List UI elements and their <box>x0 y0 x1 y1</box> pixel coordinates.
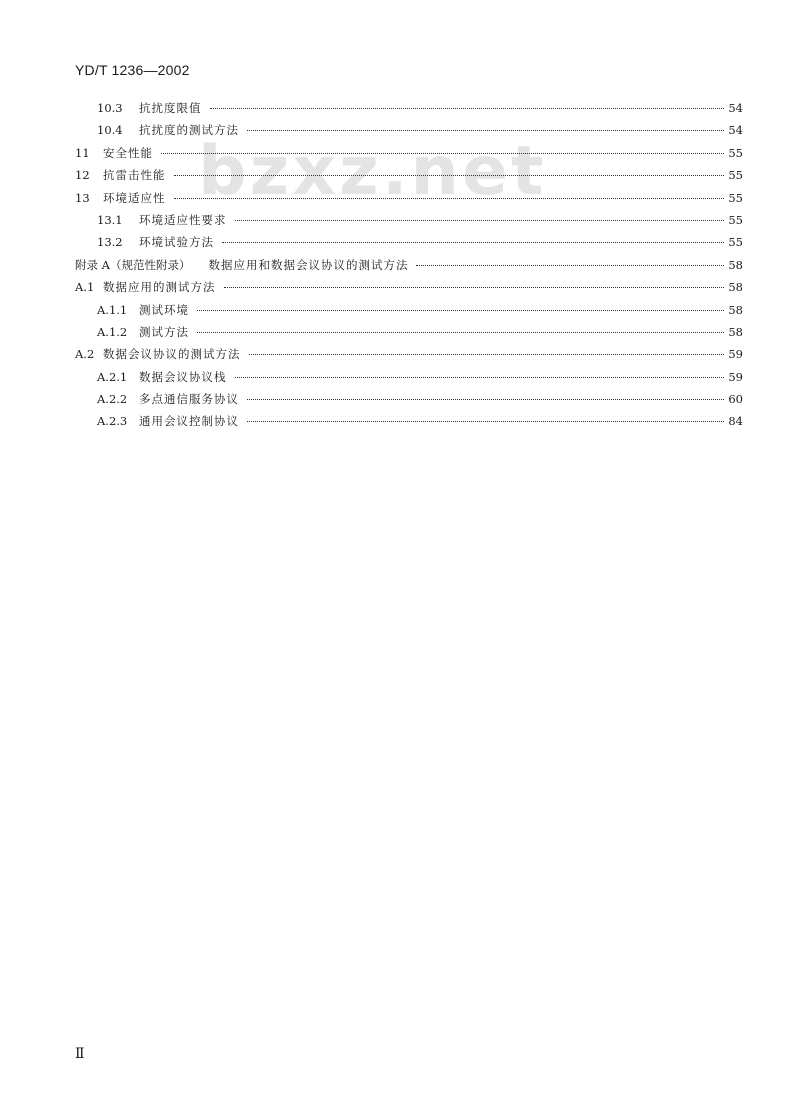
toc-number: A.1.1 <box>97 302 128 317</box>
dot-leader <box>247 399 724 400</box>
dot-leader <box>174 175 725 176</box>
toc-page: 58 <box>728 257 743 272</box>
toc-number: A.2.3 <box>97 414 128 429</box>
toc-number: A.1 <box>75 280 95 295</box>
toc-number: 10.4 <box>97 123 123 138</box>
dot-leader <box>222 242 724 243</box>
toc-page: 58 <box>728 280 743 295</box>
dot-leader <box>247 130 724 131</box>
toc-entry-10-4 <box>75 119 743 141</box>
document-header: YD/T 1236—2002 <box>75 62 190 78</box>
toc-entry-annex-a <box>75 254 743 276</box>
toc-title: 数据会议协议栈 <box>139 369 227 384</box>
toc-entry-a-1 <box>75 276 743 298</box>
toc-title: 数据会议协议的测试方法 <box>103 347 241 362</box>
toc-entry-13-1 <box>75 209 743 231</box>
dot-leader <box>235 220 725 221</box>
dot-leader <box>416 265 724 266</box>
toc-entry-a-2-1 <box>75 366 743 388</box>
toc-title: 抗雷击性能 <box>103 168 166 183</box>
toc-number: 13.1 <box>97 212 123 227</box>
dot-leader <box>197 332 724 333</box>
toc-number: 11 <box>75 145 90 160</box>
dot-leader <box>197 310 724 311</box>
toc-entry-a-1-1 <box>75 299 743 321</box>
toc-number: A.1.2 <box>97 324 128 339</box>
toc-page: 54 <box>728 123 743 138</box>
toc-entry-a-2-2 <box>75 388 743 410</box>
dot-leader <box>210 108 725 109</box>
toc-title: 安全性能 <box>103 145 153 160</box>
toc-title: 多点通信服务协议 <box>139 392 239 407</box>
toc-number: 13 <box>75 190 90 205</box>
toc-page: 55 <box>728 190 743 205</box>
toc-number: 13.2 <box>97 235 123 250</box>
toc-title: 测试方法 <box>139 324 189 339</box>
toc-title: 环境适应性 <box>103 190 166 205</box>
toc-page: 84 <box>728 414 743 429</box>
toc-title: 通用会议控制协议 <box>139 414 239 429</box>
toc-page: 59 <box>728 347 743 362</box>
toc-title: 环境试验方法 <box>139 235 214 250</box>
dot-leader <box>161 153 724 154</box>
toc-page: 58 <box>728 324 743 339</box>
toc-page: 55 <box>728 235 743 250</box>
toc-title: 环境适应性要求 <box>139 212 227 227</box>
page-number: Ⅱ <box>75 1046 85 1062</box>
toc-number: 附录 A（规范性附录） <box>75 257 191 272</box>
toc-title: 数据应用的测试方法 <box>103 280 216 295</box>
toc-page: 58 <box>728 302 743 317</box>
toc-entry-a-2 <box>75 343 743 365</box>
watermark: bzxz.net <box>198 132 547 211</box>
dot-leader <box>249 354 725 355</box>
toc-number: A.2.2 <box>97 392 128 407</box>
toc-page: 55 <box>728 168 743 183</box>
toc-number: 10.3 <box>97 101 123 115</box>
toc-entry-a-1-2 <box>75 321 743 343</box>
toc-entry-11 <box>75 142 743 164</box>
toc-page: 59 <box>728 369 743 384</box>
table-of-contents <box>75 97 743 433</box>
toc-title: 抗扰度的测试方法 <box>139 123 239 138</box>
dot-leader <box>224 287 725 288</box>
dot-leader <box>174 198 725 199</box>
toc-page: 54 <box>728 101 743 115</box>
toc-title: 数据应用和数据会议协议的测试方法 <box>208 257 409 272</box>
toc-title: 抗扰度限值 <box>139 101 202 115</box>
toc-entry-12 <box>75 164 743 186</box>
toc-page: 55 <box>728 212 743 227</box>
toc-page: 60 <box>728 392 743 407</box>
dot-leader <box>247 421 724 422</box>
toc-entry-10-3 <box>75 97 743 119</box>
toc-entry-13-2 <box>75 231 743 253</box>
toc-entry-13 <box>75 187 743 209</box>
toc-entry-a-2-3 <box>75 410 743 432</box>
toc-number: 12 <box>75 168 90 183</box>
toc-number: A.2.1 <box>97 369 128 384</box>
toc-number: A.2 <box>75 347 95 362</box>
dot-leader <box>235 377 725 378</box>
toc-title: 测试环境 <box>139 302 189 317</box>
toc-page: 55 <box>728 145 743 160</box>
